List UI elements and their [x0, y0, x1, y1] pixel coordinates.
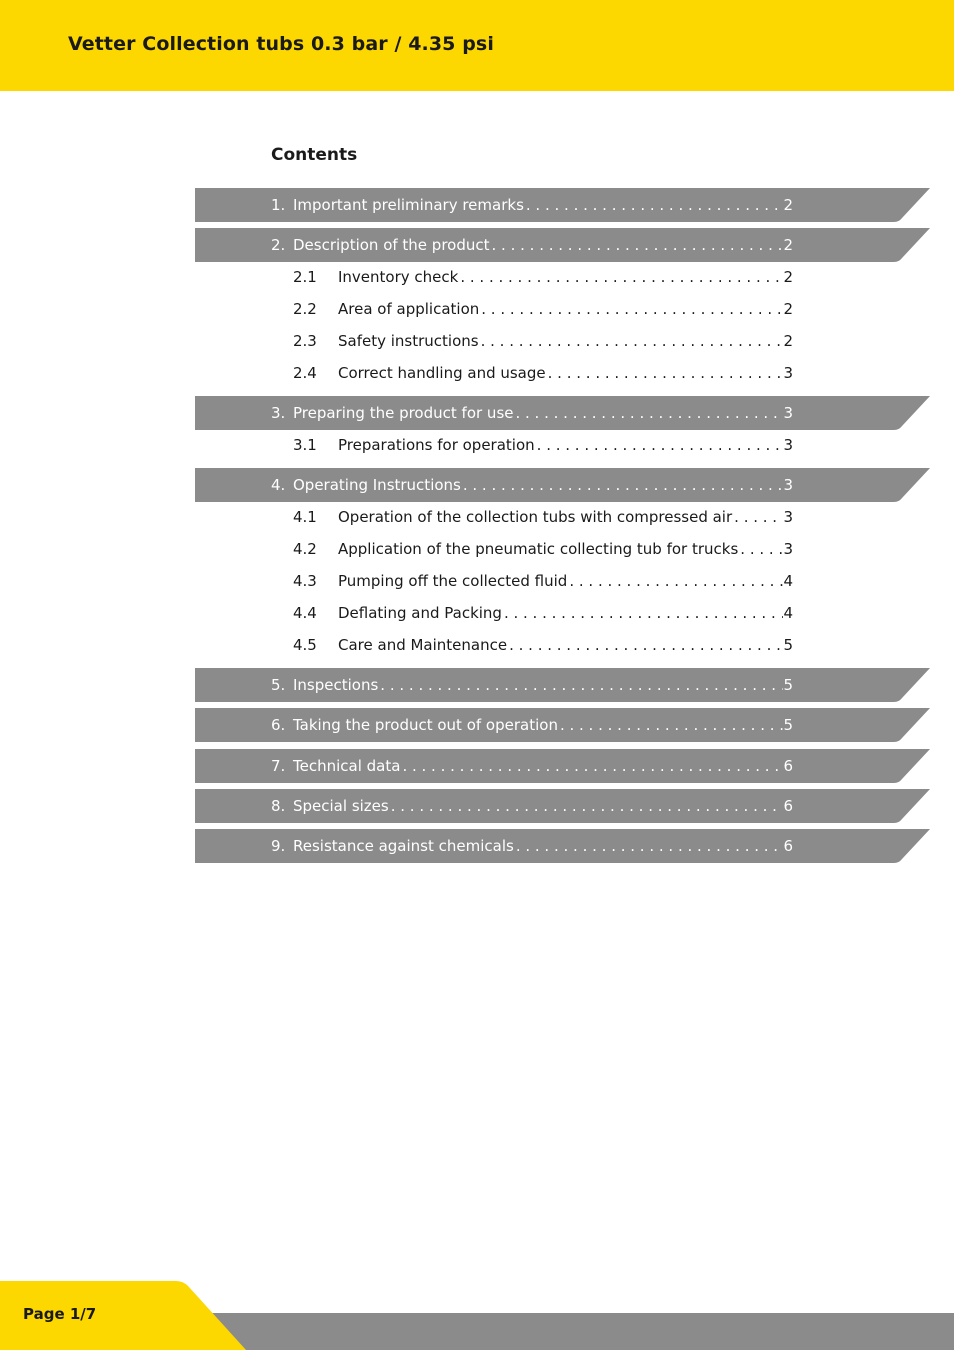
toc-page-number: 4 — [783, 572, 793, 590]
toc-entry-2[interactable] — [271, 233, 793, 257]
toc-dot-leader — [389, 797, 784, 815]
toc-title: Area of application — [338, 300, 480, 318]
toc-page-number: 3 — [783, 476, 793, 494]
toc-number: 4. — [271, 476, 286, 494]
toc-title: Application of the pneumatic collecting tub for trucks — [338, 540, 739, 558]
toc-number: 2.1 — [293, 268, 317, 286]
toc-dot-leader — [514, 837, 784, 855]
toc-number: 9. — [271, 837, 286, 855]
toc-entry-4[interactable] — [271, 473, 793, 497]
toc-dot-leader — [558, 716, 784, 734]
toc-entry-3[interactable] — [271, 401, 793, 425]
toc-number: 2.3 — [293, 332, 317, 350]
toc-dot-leader — [546, 364, 784, 382]
toc-page-number: 2 — [783, 196, 793, 214]
toc-dot-leader — [458, 268, 783, 286]
toc-dot-leader — [378, 676, 783, 694]
toc-dot-leader — [400, 757, 783, 775]
toc-dot-leader — [513, 404, 783, 422]
toc-dot-leader — [490, 236, 784, 254]
toc-page-number: 2 — [783, 332, 793, 350]
toc-title: Correct handling and usage — [338, 364, 546, 382]
toc-title: Taking the product out of operation — [293, 716, 558, 734]
toc-subentry-4-4[interactable] — [271, 601, 793, 625]
toc-subentry-4-5[interactable] — [271, 633, 793, 657]
toc-page-number: 2 — [783, 268, 793, 286]
toc-number: 7. — [271, 757, 286, 775]
toc-title: Pumping off the collected fluid — [338, 572, 568, 590]
toc-entry-6[interactable] — [271, 713, 793, 737]
toc-number: 3.1 — [293, 436, 317, 454]
toc-entry-5[interactable] — [271, 673, 793, 697]
toc-number: 4.2 — [293, 540, 317, 558]
toc-page-number: 6 — [783, 757, 793, 775]
toc-number: 2.4 — [293, 364, 317, 382]
toc-number: 2.2 — [293, 300, 317, 318]
toc-number: 8. — [271, 797, 286, 815]
toc-dot-leader — [479, 332, 784, 350]
toc-number: 4.5 — [293, 636, 317, 654]
toc-title: Inspections — [293, 676, 379, 694]
toc-entry-7[interactable] — [271, 754, 793, 778]
toc-title: Technical data — [293, 757, 401, 775]
toc-subentry-2-2[interactable] — [271, 297, 793, 321]
toc-number: 4.3 — [293, 572, 317, 590]
toc-title: Description of the product — [293, 236, 490, 254]
toc-title: Deflating and Packing — [338, 604, 502, 622]
toc-title: Special sizes — [293, 797, 389, 815]
toc-page-number: 5 — [783, 676, 793, 694]
toc-subentry-2-3[interactable] — [271, 329, 793, 353]
toc-entry-9[interactable] — [271, 834, 793, 858]
toc-title: Preparing the product for use — [293, 404, 514, 422]
toc-page-number: 3 — [783, 364, 793, 382]
toc-subentry-2-4[interactable] — [271, 361, 793, 385]
toc-dot-leader — [567, 572, 783, 590]
toc-title: Safety instructions — [338, 332, 479, 350]
toc-dot-leader — [524, 196, 784, 214]
toc-number: 2. — [271, 236, 286, 254]
toc-dot-leader — [461, 476, 784, 494]
toc-page-number: 3 — [783, 508, 793, 526]
page-number: Page 1/7 — [23, 1305, 97, 1323]
toc-page-number: 6 — [783, 797, 793, 815]
toc-title: Operation of the collection tubs with compressed air — [338, 508, 733, 526]
toc-number: 4.1 — [293, 508, 317, 526]
toc-page-number: 5 — [783, 716, 793, 734]
toc-entry-8[interactable] — [271, 794, 793, 818]
toc-dot-leader — [502, 604, 784, 622]
toc-dot-leader — [507, 636, 783, 654]
toc-subentry-4-3[interactable] — [271, 569, 793, 593]
toc-number: 3. — [271, 404, 286, 422]
toc-page-number: 6 — [783, 837, 793, 855]
toc-dot-leader — [732, 508, 783, 526]
toc-number: 4.4 — [293, 604, 317, 622]
toc-subentry-2-1[interactable] — [271, 265, 793, 289]
toc-page-number: 2 — [783, 300, 793, 318]
toc-page-number: 3 — [783, 404, 793, 422]
toc-page-number: 2 — [783, 236, 793, 254]
toc-title: Operating Instructions — [293, 476, 461, 494]
toc-subentry-4-2[interactable] — [271, 537, 793, 561]
document-title: Vetter Collection tubs 0.3 bar / 4.35 psi — [68, 33, 494, 55]
toc-subentry-4-1[interactable] — [271, 505, 793, 529]
toc-dot-leader — [738, 540, 783, 558]
toc-number: 5. — [271, 676, 286, 694]
toc-number: 6. — [271, 716, 286, 734]
toc-entry-1[interactable] — [271, 193, 793, 217]
toc-title: Inventory check — [338, 268, 459, 286]
toc-page-number: 4 — [783, 604, 793, 622]
toc-title: Preparations for operation — [338, 436, 535, 454]
toc-dot-leader — [479, 300, 783, 318]
toc-number: 1. — [271, 196, 286, 214]
toc-page-number: 3 — [783, 540, 793, 558]
toc-subentry-3-1[interactable] — [271, 433, 793, 457]
toc-dot-leader — [535, 436, 784, 454]
toc-title: Resistance against chemicals — [293, 837, 514, 855]
toc-title: Care and Maintenance — [338, 636, 508, 654]
toc-page-number: 5 — [783, 636, 793, 654]
contents-heading: Contents — [271, 145, 358, 165]
toc-page-number: 3 — [783, 436, 793, 454]
toc-title: Important preliminary remarks — [293, 196, 524, 214]
